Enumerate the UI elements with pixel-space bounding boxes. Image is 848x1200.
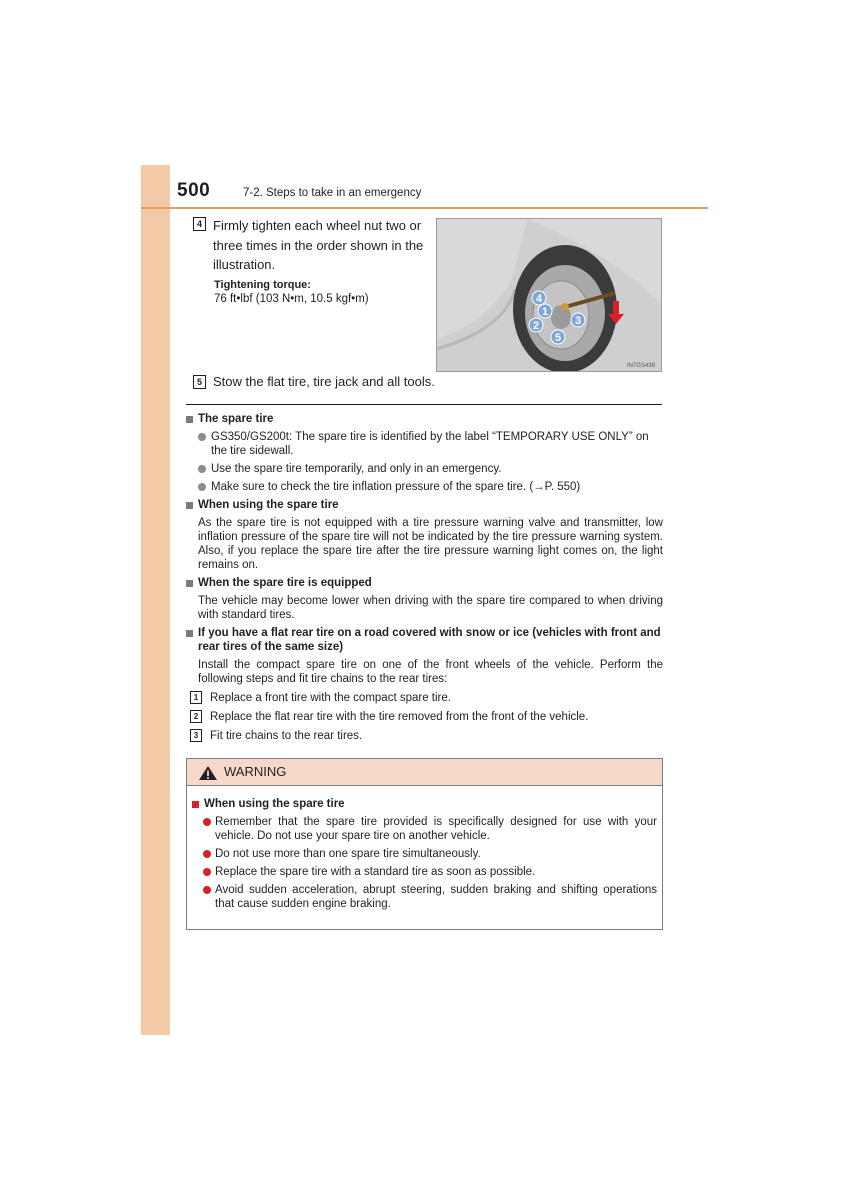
warning-bullet: Do not use more than one spare tire simultaneously. bbox=[191, 847, 657, 861]
section-paragraph: Install the compact spare tire on one of the front wheels of the vehicle. Perform the following steps and fit tire chains to the rear tires: bbox=[198, 659, 663, 685]
section-divider bbox=[186, 404, 662, 405]
numbered-step bbox=[185, 729, 663, 743]
step-number-box: 1 bbox=[190, 691, 202, 704]
warning-triangle-icon bbox=[198, 765, 218, 781]
section-heading-using-spare: When using the spare tire bbox=[185, 498, 663, 512]
step-number-box: 5 bbox=[193, 375, 206, 389]
nut-number-4: 4 bbox=[535, 293, 543, 305]
step-text: Replace the flat rear tire with the tire removed from the front of the vehicle. bbox=[210, 711, 589, 723]
warning-title: WARNING bbox=[224, 764, 287, 779]
header-rule bbox=[141, 207, 708, 209]
warning-heading: When using the spare tire bbox=[191, 797, 661, 811]
step-text: Replace a front tire with the compact spare tire. bbox=[210, 692, 451, 704]
numbered-step bbox=[185, 691, 663, 705]
warning-body bbox=[191, 797, 661, 911]
section-heading-equipped: When the spare tire is equipped bbox=[185, 576, 663, 590]
bullet-item: GS350/GS200t: The spare tire is identified by the label “TEMPORARY USE ONLY” on the tire sidewall. bbox=[185, 430, 663, 458]
warning-bullet: Avoid sudden acceleration, abrupt steering, sudden braking and shifting operations that cause sudden engine braking. bbox=[191, 883, 657, 911]
warning-box bbox=[186, 758, 663, 930]
bullet-item: Use the spare tire temporarily, and only in an emergency. bbox=[185, 462, 663, 476]
section-paragraph: As the spare tire is not equipped with a tire pressure warning valve and transmitter, low inflation pressure of the spare tire will not be indicated by the tire pressure warning system. Also, if you replace the spare tire after the tire pressure warning light comes on, the light remains on. bbox=[198, 517, 663, 571]
chapter-title: 7-2. Steps to take in an emergency bbox=[243, 187, 422, 199]
warning-header bbox=[187, 759, 662, 786]
notes-body bbox=[185, 412, 663, 743]
warning-bullet: Remember that the spare tire provided is specifically designed for use with your vehicle. Do not use your spare tire on another vehicle. bbox=[191, 815, 657, 843]
illustration-code: IN7GS438 bbox=[626, 363, 655, 369]
section-heading-flat-rear-tire: If you have a flat rear tire on a road covered with snow or ice (vehicles with front and rear tires of the same size) bbox=[185, 626, 663, 654]
nut-number-3: 3 bbox=[574, 315, 582, 327]
step-number-box: 4 bbox=[193, 217, 206, 231]
bullet-item: Make sure to check the tire inflation pressure of the spare tire. (→P. 550) bbox=[185, 480, 663, 494]
step-text: Firmly tighten each wheel nut two or three times in the order shown in the illustration. bbox=[213, 218, 424, 272]
torque-value: 76 ft•lbf (103 N•m, 10.5 kgf•m) bbox=[214, 293, 369, 305]
page-number: 500 bbox=[177, 180, 211, 201]
step-number-box: 2 bbox=[190, 710, 202, 723]
warning-bullet: Replace the spare tire with a standard tire as soon as possible. bbox=[191, 865, 657, 879]
nut-number-1: 1 bbox=[541, 306, 549, 318]
numbered-step bbox=[185, 710, 663, 724]
wheel-illustration-image bbox=[437, 219, 661, 371]
torque-label: Tightening torque: bbox=[214, 279, 311, 291]
section-paragraph: The vehicle may become lower when driving with the spare tire compared to when driving with standard tires. bbox=[198, 595, 663, 621]
nut-number-5: 5 bbox=[554, 332, 562, 344]
wheel-nut-illustration bbox=[436, 218, 662, 372]
step-text: Fit tire chains to the rear tires. bbox=[210, 730, 363, 742]
nut-number-2: 2 bbox=[532, 320, 540, 332]
section-heading-spare-tire: The spare tire bbox=[185, 412, 663, 426]
side-tab bbox=[141, 165, 170, 1035]
step-text: Stow the flat tire, tire jack and all tools. bbox=[213, 374, 435, 389]
step-number-box: 3 bbox=[190, 729, 202, 742]
